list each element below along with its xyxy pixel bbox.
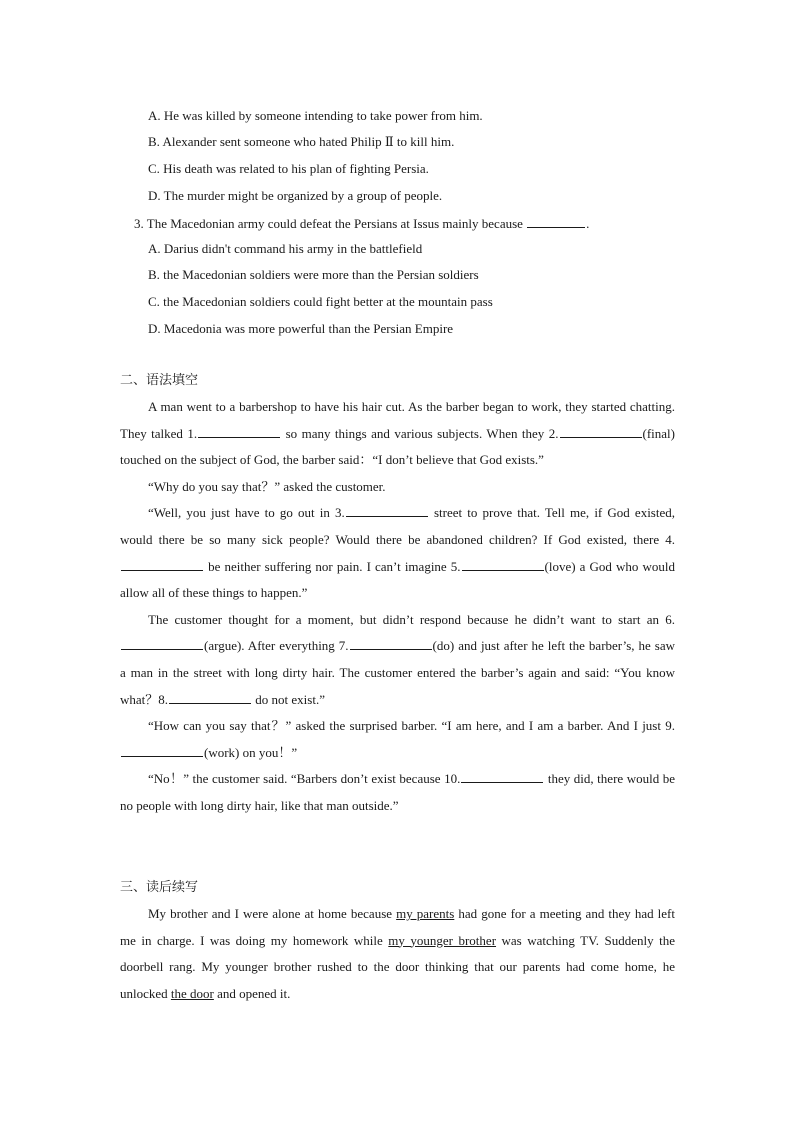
q3-answer-blank[interactable] xyxy=(527,214,585,228)
q2-option-b: B. Alexander sent someone who hated Philip Ⅱ to kill him. xyxy=(148,134,455,149)
section2-heading: 二、语法填空 xyxy=(120,373,199,388)
q3-option-c: C. the Macedonian soldiers could fight better at the mountain pass xyxy=(148,294,493,309)
blank-3[interactable] xyxy=(346,503,428,517)
blank-7[interactable] xyxy=(350,636,432,650)
s2-paragraph-3 xyxy=(120,500,675,606)
s2-p1-text-c: (final) touched on the subject of God, the barber said：“I don’t believe that God exists.” xyxy=(120,425,675,468)
s2-p4-text-a: The customer thought for a moment, but didn’t respond because he didn’t want to start an 6. xyxy=(148,611,675,627)
underlined-my-parents: my parents xyxy=(396,906,455,921)
s2-paragraph-6 xyxy=(120,766,675,819)
s2-p3-text-d: (love) a God who would allow all of these things to happen.” xyxy=(120,558,675,601)
blank-2[interactable] xyxy=(560,424,642,438)
s2-paragraph-4 xyxy=(120,607,675,713)
section3-heading: 三、读后续写 xyxy=(120,880,199,895)
section2-passage xyxy=(120,394,675,820)
section3-passage xyxy=(120,901,675,1007)
s2-paragraph-2: “Why do you say that？” asked the customer. xyxy=(148,478,386,494)
q2-option-a: A. He was killed by someone intending to take power from him. xyxy=(148,108,483,123)
blank-9[interactable] xyxy=(121,743,203,757)
underlined-the-door: the door xyxy=(170,985,214,1001)
q2-option-c: C. His death was related to his plan of fighting Persia. xyxy=(148,161,429,176)
q3-stem-text: 3. The Macedonian army could defeat the Persians at Issus mainly because xyxy=(134,216,523,231)
s3-p1-text-c: was watching TV. Suddenly the doorbell rang. My younger brother rushed to the door thinking that our parents had come home, he unlocked xyxy=(120,932,675,1001)
s2-p5-text-b: (work) on you！” xyxy=(204,744,298,760)
s2-p6-text-b: they did, there would be no people with long dirty hair, like that man outside.” xyxy=(120,771,676,813)
underlined-my-younger-brother: my younger brother xyxy=(388,932,497,948)
blank-10[interactable] xyxy=(461,769,543,783)
s2-p4-text-b: (argue). After everything 7. xyxy=(204,638,349,654)
s2-p4-text-d: do not exist.” xyxy=(252,691,325,707)
s3-p1-text-a: My brother and I were alone at home because xyxy=(148,906,397,921)
s2-p5-text-a: “How can you say that？” asked the surprised barber. “I am here, and I am a barber. And I just 9. xyxy=(148,718,675,734)
s2-p1-text-a: A man went to a barbershop to have his hair cut. As the barber began to work, they started chatting. They talked 1. xyxy=(120,399,675,441)
s2-p3-text-c: be neither suffering nor pain. I can’t imagine 5. xyxy=(204,558,461,574)
s2-paragraph-5 xyxy=(120,713,675,766)
q3-stem-end: . xyxy=(586,216,590,231)
q3-stem xyxy=(134,214,589,232)
q3-option-a: A. Darius didn't command his army in the battlefield xyxy=(148,241,423,256)
s3-p1-text-b: had gone for a meeting and they had left me in charge. I was doing my homework while xyxy=(120,906,676,948)
s3-p1-text-d: and opened it. xyxy=(213,985,291,1001)
blank-8[interactable] xyxy=(169,690,251,704)
s2-p1-text-b: so many things and various subjects. When they 2. xyxy=(281,425,559,441)
blank-1[interactable] xyxy=(198,424,280,438)
s2-p4-text-c: (do) and just after he left the barber’s, he saw a man in the street with long dirty hair. The customer entered the barber’s again and said: “You know what？8. xyxy=(120,638,675,707)
s2-p3-text-a: “Well, you just have to go out in 3. xyxy=(148,505,345,521)
s2-p3-text-b: street to prove that. Tell me, if God existed, would there be so many sick people? Would there be abandoned children? If God existed, there 4. xyxy=(120,505,676,547)
blank-4[interactable] xyxy=(121,557,203,571)
s3-paragraph-1 xyxy=(120,901,675,1007)
q2-option-d: D. The murder might be organized by a group of people. xyxy=(148,188,443,203)
q3-option-d: D. Macedonia was more powerful than the Persian Empire xyxy=(148,321,454,336)
blank-5[interactable] xyxy=(462,557,544,571)
s2-paragraph-1 xyxy=(120,394,675,474)
q3-option-b: B. the Macedonian soldiers were more than the Persian soldiers xyxy=(148,267,479,282)
s2-p6-text-a: “No！” the customer said. “Barbers don’t exist because 10. xyxy=(148,771,461,787)
blank-6[interactable] xyxy=(121,636,203,650)
